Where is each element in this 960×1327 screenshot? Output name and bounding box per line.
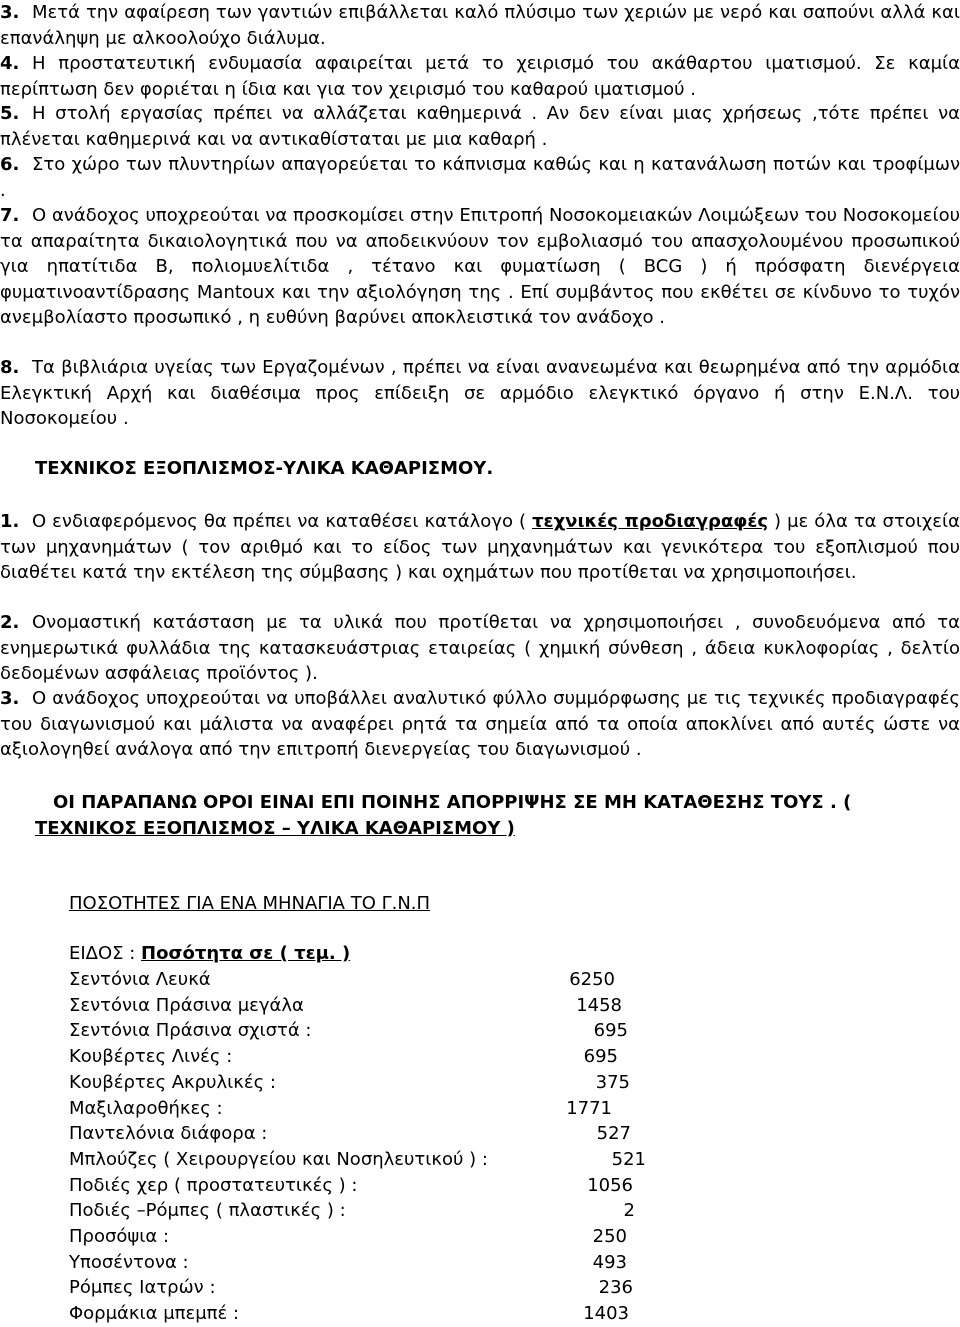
rule-text-bold: τεχνικές προδιαγραφές	[532, 511, 769, 532]
rule-number: 6.	[0, 154, 20, 175]
quantity-item-value: 1458	[576, 995, 622, 1016]
rule-text: Ονομαστική κατάσταση με τα υλικά που προτίθεται να χρησιμοποιήσει , συνοδευόμενα από τα ενημερωτικά φυλλάδια της κατασκευάστριας εταιρείας ( χημική σύνθεση , άδεια κυκλοφορίας , δελτίο δεδομένων ασφάλειας προϊόντος ).	[0, 612, 960, 684]
quantity-item-value: 521	[611, 1149, 646, 1170]
rule-text: Η προστατευτική ενδυμασία αφαιρείται μετά το χειρισμό του ακάθαρτου ιματισμού. Σε καμία περίπτωση δεν φοριέται η ίδια και για τον χειρισμό του καθαρού ιματισμού .	[0, 53, 960, 100]
quantity-item-name: Παντελόνια διάφορα :	[69, 1123, 268, 1144]
quantity-item-name: Μπλούζες ( Χειρουργείου και Νοσηλευτικού ) :	[69, 1149, 488, 1170]
rule-4	[0, 51, 960, 102]
quantity-item-value: 1056	[587, 1175, 633, 1196]
quantity-item-value: 375	[595, 1072, 630, 1093]
quantity-item-name: Κουβέρτες Ακρυλικές :	[69, 1072, 276, 1093]
notice-line-2: ΤΕΧΝΙΚΟΣ ΕΞΟΠΛΙΣΜΟΣ – ΥΛΙΚΑ ΚΑΘΑΡΙΣΜΟΥ )	[35, 817, 515, 839]
quantity-item-value: 236	[598, 1277, 633, 1298]
quantity-item-value: 695	[583, 1046, 618, 1067]
quantity-item-value: 493	[592, 1252, 627, 1273]
quantity-item-name: Σεντόνια Λευκά	[69, 969, 211, 990]
rule-number: 5.	[0, 103, 20, 124]
rule-number: 1.	[0, 511, 20, 532]
quantity-item-value: 6250	[569, 969, 615, 990]
equipment-rule-1	[0, 509, 960, 586]
rule-7	[0, 203, 960, 331]
quantity-item-value: 1403	[583, 1303, 629, 1324]
quantity-item-name: Κουβέρτες Λινές :	[69, 1046, 233, 1067]
quantity-item-name: Σεντόνια Πράσινα μεγάλα	[69, 995, 304, 1016]
quantity-item-name: Ρόμπες Ιατρών :	[69, 1277, 216, 1298]
quantity-item-name: Σεντόνια Πράσινα σχιστά :	[69, 1020, 312, 1041]
equipment-rule-3	[0, 686, 960, 763]
rule-text-post: ) με όλα τα στοιχεία των μηχανημάτων ( τον αριθμό και το είδος των μηχανημάτων και γενικότερα του εξοπλισμού που διαθέτει κατά την εκτέλεση της σύμβασης ) και οχημάτων που προτίθεται να χρησιμοποιήσει.	[0, 511, 960, 583]
quantities-header-value: Ποσότητα σε ( τεμ. )	[141, 943, 351, 964]
quantity-item-name: Φορμάκια μπεμπέ :	[69, 1303, 240, 1324]
quantity-item-value: 250	[592, 1226, 627, 1247]
rule-number: 7.	[0, 205, 20, 226]
quantity-item-name: Μαξιλαροθήκες :	[69, 1098, 223, 1119]
rule-number: 8.	[0, 357, 20, 378]
notice-line-1: ΟΙ ΠΑΡΑΠΑΝΩ ΟΡΟΙ ΕΙΝΑΙ ΕΠΙ ΠΟΙΝΗΣ ΑΠΟΡΡΙΨΗΣ ΣΕ ΜΗ ΚΑΤΑΘΕΣΗΣ ΤΟΥΣ . (	[53, 792, 852, 813]
quantities-title: ΠΟΣΟΤΗΤΕΣ ΓΙΑ ΕΝΑ ΜΗΝΑΓΙΑ ΤΟ Γ.Ν.Π	[69, 893, 431, 914]
quantity-item-value: 695	[593, 1020, 628, 1041]
quantities-header	[69, 941, 350, 967]
quantity-item-name: Ποδιές χερ ( προστατευτικές ) :	[69, 1175, 358, 1196]
rule-text-pre: Ο ενδιαφερόμενος θα πρέπει να καταθέσει κατάλογο (	[32, 511, 527, 532]
rule-text: Μετά την αφαίρεση των γαντιών επιβάλλεται καλό πλύσιμο των χεριών με νερό και σαπούνι αλλά και επανάληψη με αλκοολούχο διάλυμα.	[0, 2, 960, 49]
rule-text: Ο ανάδοχος υποχρεούται να υποβάλλει αναλυτικό φύλλο συμμόρφωσης με τις τεχνικές προδιαγραφές του διαγωνισμού και μάλιστα να αναφέρει ρητά τα σημεία από τα οποία αποκλίνει από αυτές ώστε να αξιολογηθεί ανάλογα από την επιτροπή διενεργείας του διαγωνισμού .	[0, 688, 960, 760]
equipment-rule-2	[0, 610, 960, 687]
rule-number: 4.	[0, 53, 20, 74]
rule-number: 3.	[0, 2, 20, 23]
quantity-item-value: 527	[596, 1123, 631, 1144]
section-title	[35, 456, 735, 482]
quantity-item-value: 1771	[566, 1098, 612, 1119]
rule-text: Η στολή εργασίας πρέπει να αλλάζεται καθημερινά . Αν δεν είναι μιας χρήσεως ,τότε πρέπει να πλένεται καθημερινά και να αντικαθίσταται με μια καθαρή .	[0, 103, 960, 150]
quantity-item-name: Προσόψια :	[69, 1226, 170, 1247]
section-title-text: ΤΕΧΝΙΚΟΣ ΕΞΟΠΛΙΣΜΟΣ-ΥΛΙΚΑ ΚΑΘΑΡΙΣΜΟΥ.	[35, 458, 494, 479]
rule-number: 2.	[0, 612, 20, 633]
quantity-item-value: 2	[623, 1200, 635, 1221]
notice	[35, 790, 955, 841]
rule-text: Ο ανάδοχος υποχρεούται να προσκομίσει στην Επιτροπή Νοσοκομειακών Λοιμώξεων του Νοσοκομείου τα απαραίτητα δικαιολογητικά που να αποδεικνύουν τον εμβολιασμό του απασχολουμένου προσωπικού για ηπατίτιδα Β, πολιομυελίτιδα , τέτανο και φυματίωση ( BCG ) ή πρόσφατη διενέργεια φυματινοαντίδρασης Mantoux και την αξιολόγηση της . Επί συμβάντος που εκθέτει σε κίνδυνο το τυχόν ανεμβολίαστο προσωπικό , η ευθύνη βαρύνει αποκλειστικά τον ανάδοχο .	[0, 205, 960, 328]
rule-3	[0, 0, 960, 51]
rule-text: Στο χώρο των πλυντηρίων απαγορεύεται το κάπνισμα καθώς και η κατανάλωση ποτών και τροφίμων .	[0, 154, 960, 201]
quantity-item-name: Υποσέντονα :	[69, 1252, 189, 1273]
quantities-header-label: ΕΙΔΟΣ :	[69, 943, 142, 964]
rule-number: 3.	[0, 688, 20, 709]
quantity-item-name: Ποδιές –Ρόμπες ( πλαστικές ) :	[69, 1200, 346, 1221]
rule-text: Τα βιβλιάρια υγείας των Εργαζομένων , πρέπει να είναι ανανεωμένα και θεωρημένα από την αρμόδια Ελεγκτική Αρχή και διαθέσιμα προς επίδειξη σε αρμόδιο ελεγκτικό όργανο ή στην Ε.Ν.Λ. του Νοσοκομείου .	[0, 357, 960, 429]
rule-6	[0, 152, 960, 203]
rule-8	[0, 355, 960, 432]
rule-5	[0, 101, 960, 152]
